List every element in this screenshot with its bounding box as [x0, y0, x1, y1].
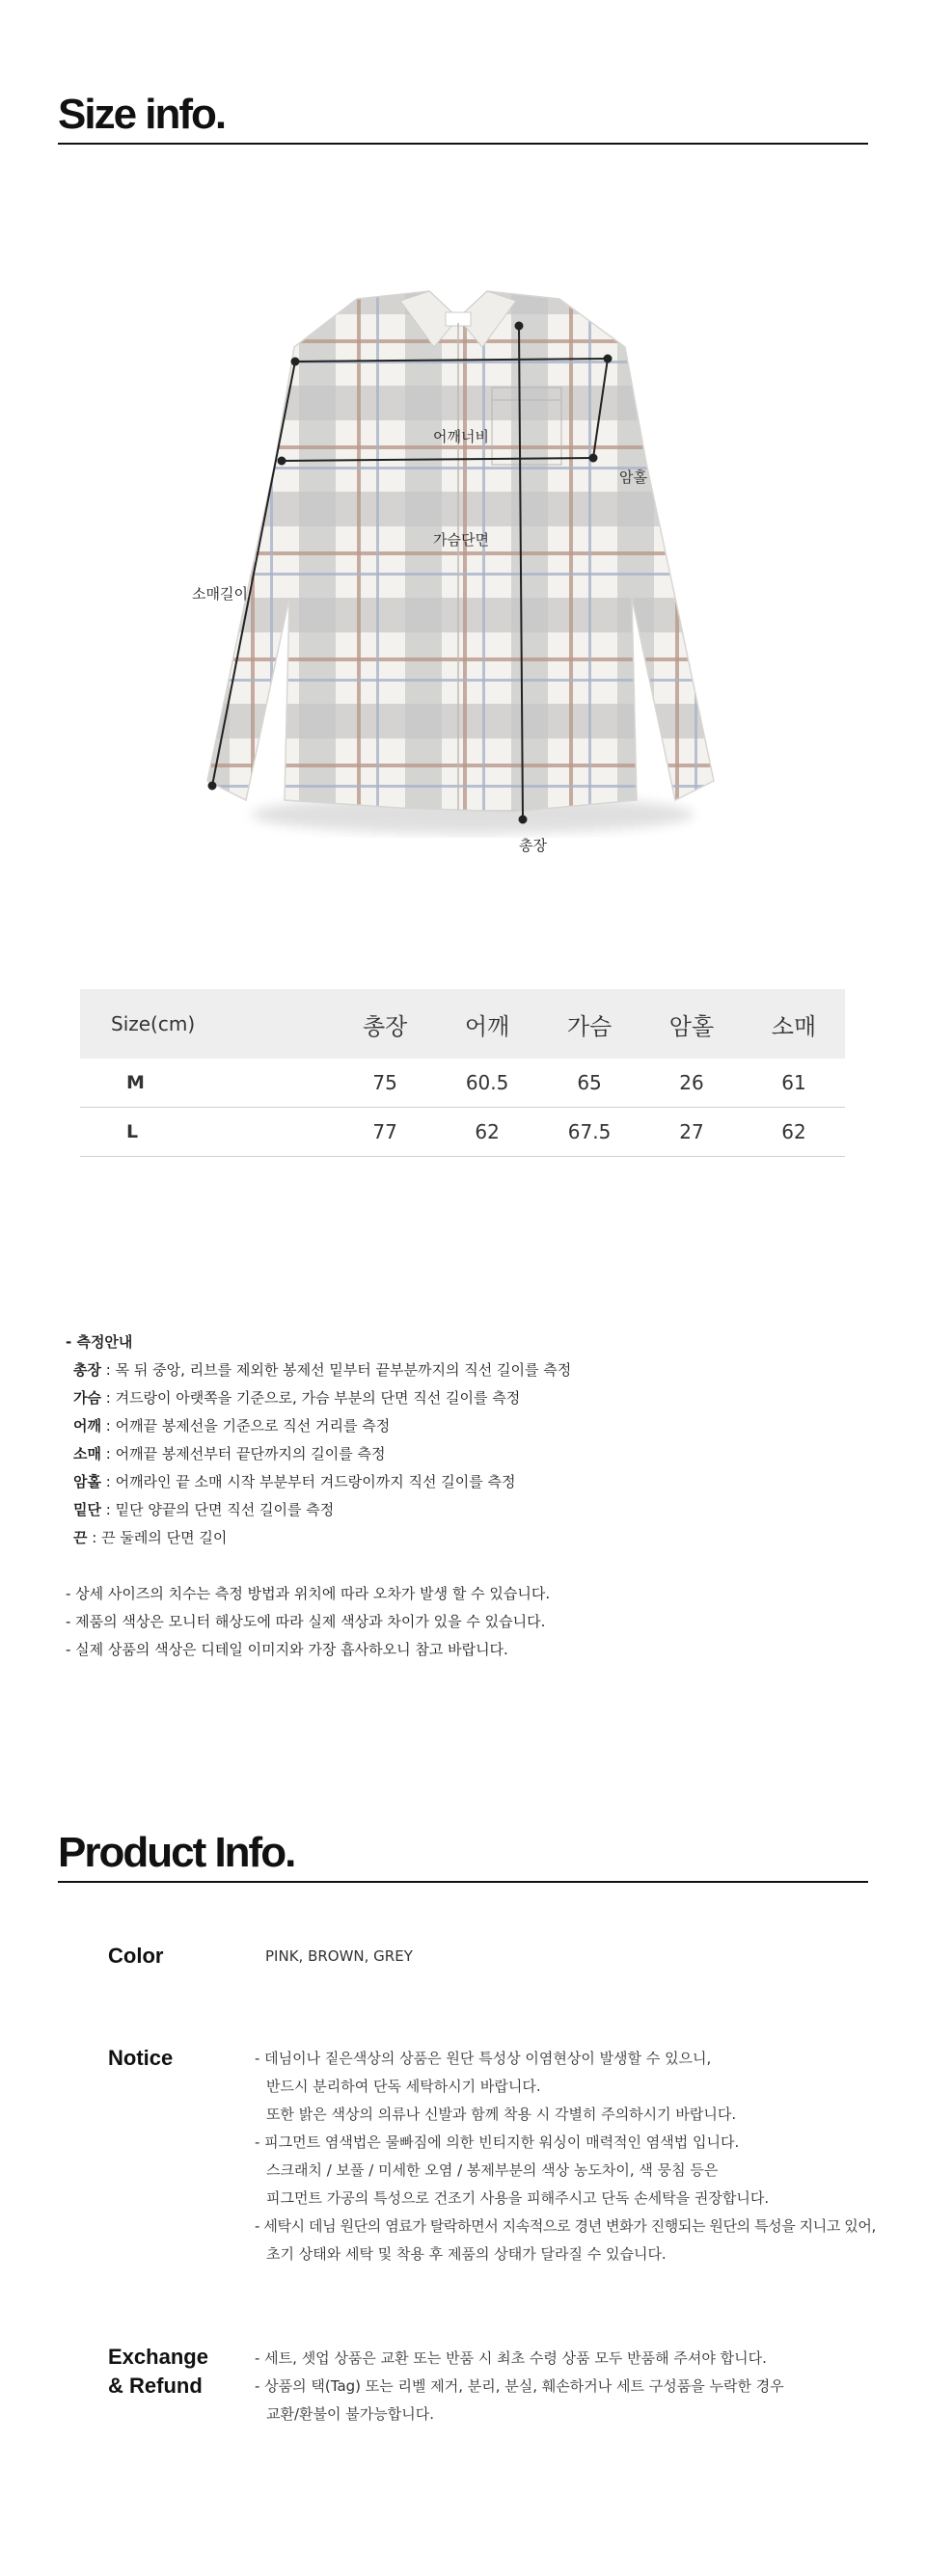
guide-heading: - 측정안내: [66, 1333, 133, 1351]
size-cell: 77: [334, 1108, 436, 1157]
size-cell: L: [80, 1108, 334, 1157]
notice-line: - 세탁시 데님 원단의 염료가 탈락하면서 지속적으로 경년 변화가 진행되는 원단의 특성을 지니고 있어,: [255, 2217, 876, 2235]
measurement-guide: [66, 1328, 571, 1664]
size-table-header: Size(cm): [80, 989, 334, 1059]
guide-item: [66, 1524, 571, 1552]
guide-term: 가슴: [73, 1389, 101, 1407]
guide-desc: : 목 뒤 중앙, 리브를 제외한 봉제선 밑부터 끝부분까지의 직선 길이를 측정: [100, 1361, 572, 1379]
guide-item: [66, 1496, 571, 1524]
size-table-header: 어깨: [436, 989, 538, 1059]
guide-term: 밑단: [73, 1501, 101, 1518]
size-info-divider: [58, 143, 868, 145]
size-cell: M: [80, 1059, 334, 1108]
size-cell: 62: [743, 1108, 845, 1157]
guide-term: 암홀: [73, 1473, 101, 1490]
size-cell: 65: [538, 1059, 640, 1108]
guide-desc: : 어깨끝 봉제선부터 끝단까지의 길이를 측정: [100, 1445, 386, 1462]
notice-line: 또한 밝은 색상의 의류나 신발과 함께 착용 시 각별히 주의하시기 바랍니다.: [266, 2106, 737, 2123]
size-cell: 60.5: [436, 1059, 538, 1108]
guide-desc: : 밑단 양끝의 단면 직선 길이를 측정: [100, 1501, 335, 1518]
size-table-header: 암홀: [640, 989, 743, 1059]
size-table-header: 총장: [334, 989, 436, 1059]
size-table: [80, 989, 845, 1157]
length-measure-label: 총장: [519, 837, 547, 854]
size-cell: 62: [436, 1108, 538, 1157]
notice-line: - 데님이나 짙은색상의 상품은 원단 특성상 이염현상이 발생할 수 있으니,: [255, 2050, 712, 2067]
exchange-label-line: Exchange: [108, 2345, 208, 2369]
guide-term: 소매: [73, 1445, 101, 1462]
color-value: PINK, BROWN, GREY: [265, 1947, 413, 1965]
shirt-body: [207, 291, 714, 812]
notice-line: - 피그먼트 염색법은 물빠짐에 의한 빈티지한 워싱이 매력적인 염색법 입니다.: [255, 2133, 740, 2151]
armhole-measure-label: 암홀: [619, 469, 647, 486]
shirt-measurement-illustration: [193, 280, 733, 858]
table-row: [80, 1059, 845, 1108]
size-info-title: Size info.: [58, 91, 226, 138]
notice-text: [255, 2045, 891, 2268]
product-info-divider: [58, 1881, 868, 1883]
shoulder-measure-label: 어깨너비: [433, 428, 489, 445]
exchange-line: - 세트, 셋업 상품은 교환 또는 반품 시 최초 수령 상품 모두 반품해 주셔야 합니다.: [255, 2349, 767, 2367]
table-row: [80, 1108, 845, 1157]
size-cell: 75: [334, 1059, 436, 1108]
size-cell: 61: [743, 1059, 845, 1108]
exchange-label-line: & Refund: [108, 2374, 203, 2398]
notice-line: 반드시 분리하여 단독 세탁하시기 바랍니다.: [266, 2078, 541, 2095]
guide-item: [66, 1440, 571, 1468]
exchange-refund-label: [108, 2343, 208, 2401]
guide-item: [66, 1468, 571, 1496]
sleeve-measure-label: 소매길이: [192, 585, 248, 603]
exchange-refund-text: [255, 2345, 891, 2428]
notice-line: 스크래치 / 보풀 / 미세한 오염 / 봉제부분의 색상 농도차이, 색 뭉침 등은: [266, 2161, 719, 2179]
notice-line: 초기 상태와 세탁 및 착용 후 제품의 상태가 달라질 수 있습니다.: [266, 2245, 667, 2263]
guide-term: 끈: [73, 1529, 88, 1546]
guide-note: - 상세 사이즈의 치수는 측정 방법과 위치에 따라 오차가 발생 할 수 있습니다.: [66, 1585, 551, 1602]
guide-term: 어깨: [73, 1417, 101, 1435]
guide-desc: : 어깨라인 끝 소매 시작 부분부터 겨드랑이까지 직선 길이를 측정: [100, 1473, 516, 1490]
guide-desc: : 어깨끝 봉제선을 기준으로 직선 거리를 측정: [100, 1417, 391, 1435]
size-cell: 67.5: [538, 1108, 640, 1157]
notice-label: Notice: [108, 2046, 174, 2070]
size-table-header: 소매: [743, 989, 845, 1059]
guide-item: [66, 1412, 571, 1440]
size-table-header: 가슴: [538, 989, 640, 1059]
guide-notes: [66, 1580, 571, 1664]
exchange-line: 교환/환불이 불가능합니다.: [266, 2405, 434, 2423]
guide-desc: : 끈 둘레의 단면 길이: [87, 1529, 228, 1546]
guide-note: - 실제 상품의 색상은 디테일 이미지와 가장 흡사하오니 참고 바랍니다.: [66, 1641, 508, 1658]
chest-measure-label: 가슴단면: [433, 531, 489, 549]
product-info-title: Product Info.: [58, 1829, 295, 1876]
exchange-line: - 상품의 택(Tag) 또는 리벨 제거, 분리, 분실, 훼손하거나 세트 구성품을 누락한 경우: [255, 2377, 784, 2395]
guide-term: 총장: [73, 1361, 101, 1379]
size-table-header-row: [80, 989, 845, 1059]
guide-item: [66, 1356, 571, 1384]
size-cell: 27: [640, 1108, 743, 1157]
notice-line: 피그먼트 가공의 특성으로 건조기 사용을 피해주시고 단독 손세탁을 권장합니다.: [266, 2189, 770, 2207]
guide-item: [66, 1384, 571, 1412]
size-cell: 26: [640, 1059, 743, 1108]
color-label: Color: [108, 1944, 164, 1968]
guide-desc: : 겨드랑이 아랫쪽을 기준으로, 가슴 부분의 단면 직선 길이를 측정: [100, 1389, 521, 1407]
guide-note: - 제품의 색상은 모니터 해상도에 따라 실제 색상과 차이가 있을 수 있습니다.: [66, 1613, 546, 1630]
